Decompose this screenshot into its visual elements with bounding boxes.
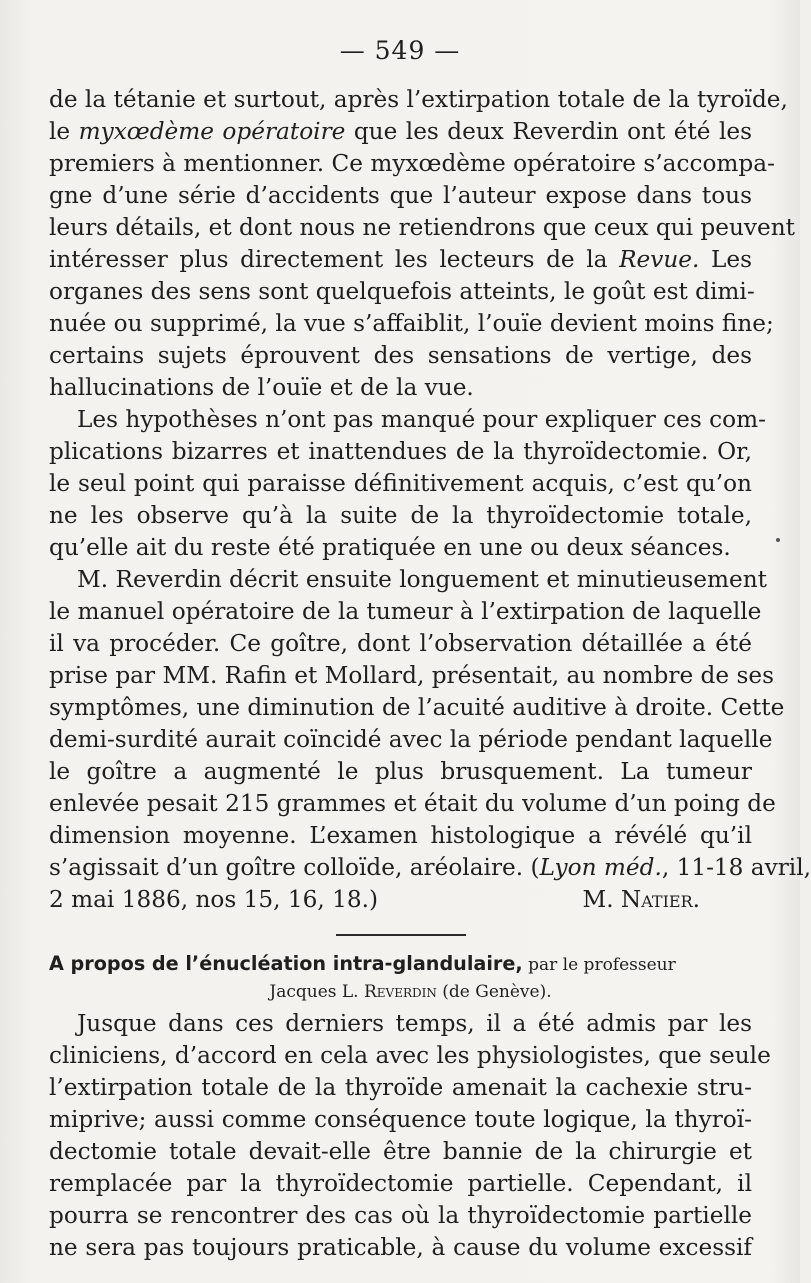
text-line: cliniciens, d’accord en cela avec les physiologistes, que seule <box>49 1042 771 1069</box>
article-author: Jacques L. Reverdin (de Genève). <box>269 982 552 1002</box>
text-line: ne les observe qu’à la suite de la thyroïdectomie totale, <box>49 502 752 529</box>
italic-term: myxœdème opératoire <box>78 118 346 145</box>
text-line: de la tétanie et surtout, après l’extirpation totale de la tyroïde, <box>49 86 788 113</box>
paragraph-hypotheses <box>49 404 766 564</box>
text-line: hallucinations de l’ouïe et de la vue. <box>49 374 474 401</box>
byline-par: par le professeur <box>522 955 676 975</box>
margin-mark <box>776 538 780 542</box>
text-line: dimension moyenne. L’examen histologique a révélé qu’il <box>49 822 752 849</box>
text-line: s’agissait d’un goître colloïde, aréolaire. (Lyon méd., 11-18 avril, <box>49 854 811 881</box>
text-line: pourra se rencontrer des cas où la thyroïdectomie partielle <box>49 1202 752 1229</box>
text-line: prise par MM. Rafin et Mollard, présentait, au nombre de ses <box>49 662 775 689</box>
text-line: l’extirpation totale de la thyroïde amenait la cachexie stru- <box>49 1074 752 1101</box>
text-line: qu’elle ait du reste été pratiquée en une ou deux séances. <box>49 534 731 561</box>
text-line: gne d’une série d’accidents que l’auteur expose dans tous <box>49 182 752 209</box>
text-line: il va procéder. Ce goître, dont l’observation détaillée a été <box>49 630 752 657</box>
text-line: intéresser plus directement les lecteurs de la Revue. Les <box>49 246 753 273</box>
text-line: leurs détails, et dont nous ne retiendrons que ceux qui peuvent <box>49 214 795 241</box>
text-line: le seul point qui paraisse définitivement acquis, c’est qu’on <box>49 470 752 497</box>
text-line: nuée ou supprimé, la vue s’affaiblit, l’ouïe devient moins fine; <box>49 310 774 337</box>
article-title: A propos de l’énucléation intra-glandulaire, par le professeur <box>49 952 676 975</box>
paragraph-myxoedeme <box>49 84 795 404</box>
paragraph-enucleation <box>49 1008 771 1264</box>
paragraph-reverdin <box>49 564 811 916</box>
text-line: le goître a augmenté le plus brusquement. La tumeur <box>49 758 752 785</box>
text-line: Les hypothèses n’ont pas manqué pour expliquer ces com- <box>77 406 766 433</box>
italic-citation: Lyon méd. <box>539 854 662 881</box>
page-body <box>49 84 811 1264</box>
page-number: — 549 — <box>339 36 461 65</box>
text-line: remplacée par la thyroïdectomie partielle. Cependant, il <box>49 1170 752 1197</box>
text-line: dectomie totale devait-elle être bannie de la chirurgie et <box>49 1138 752 1165</box>
text-line: ne sera pas toujours praticable, à cause du volume excessif <box>49 1234 752 1261</box>
italic-journal: Revue. <box>619 246 700 273</box>
text-line: enlevée pesait 215 grammes et était du volume d’un poing de <box>49 790 776 817</box>
section-divider <box>336 934 466 936</box>
text-line: symptômes, une diminution de l’acuité auditive à droite. Cette <box>49 694 785 721</box>
text-line: organes des sens sont quelquefois atteints, le goût est dimi- <box>49 278 755 305</box>
text-line: 2 mai 1886, nos 15, 16, 18.) M. Natier. <box>49 884 752 916</box>
text-line: le manuel opératoire de la tumeur à l’extirpation de laquelle <box>49 598 762 625</box>
article-heading <box>49 950 752 1006</box>
text-line: Jusque dans ces derniers temps, il a été admis par les <box>77 1010 752 1037</box>
text-line: plications bizarres et inattendues de la thyroïdectomie. Or, <box>49 438 752 465</box>
text-line: miprive; aussi comme conséquence toute logique, la thyroï- <box>49 1106 752 1133</box>
text-line: premiers à mentionner. Ce myxœdème opératoire s’accompa- <box>49 150 775 177</box>
text-line: certains sujets éprouvent des sensations de vertige, des <box>49 342 752 369</box>
text-line: M. Reverdin décrit ensuite longuement et minutieusement <box>77 566 767 593</box>
text-line: le myxœdème opératoire que les deux Reverdin ont été les <box>49 118 753 145</box>
signature: M. Natier. <box>582 886 700 913</box>
text-line: demi-surdité aurait coïncidé avec la période pendant laquelle <box>49 726 773 753</box>
